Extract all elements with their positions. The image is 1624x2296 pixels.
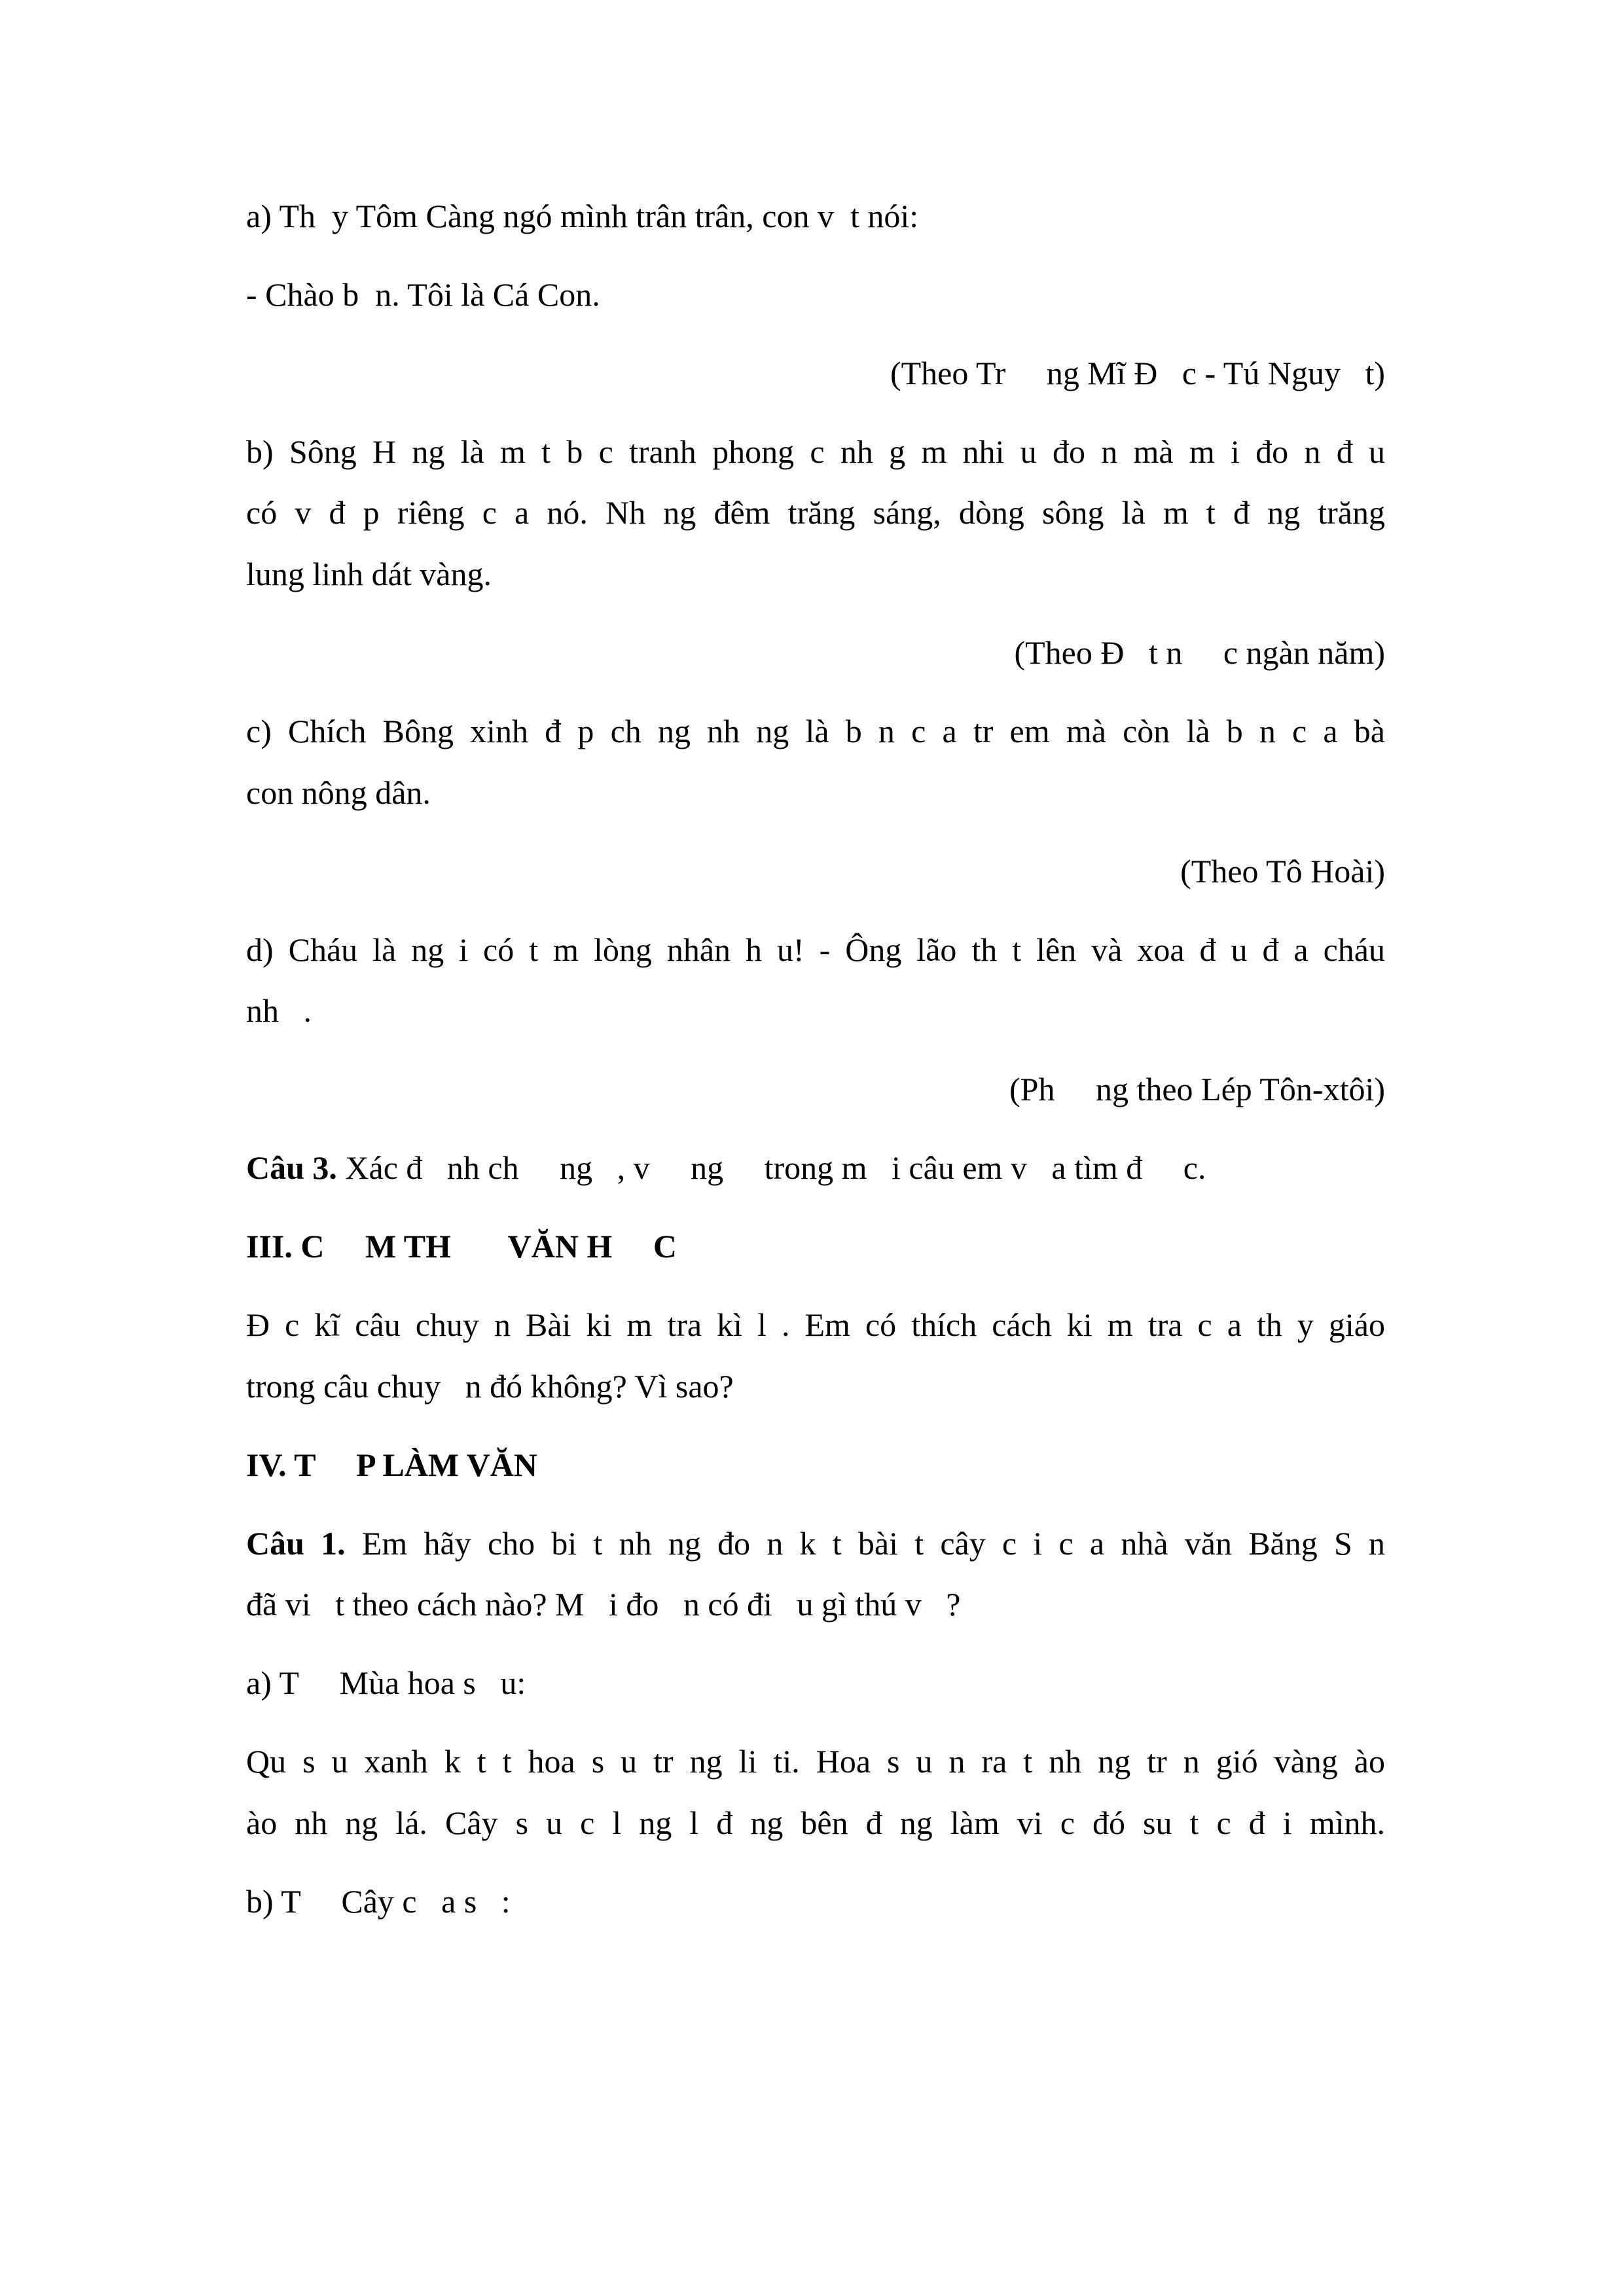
text-line: b) T Cây c a s :: [246, 1883, 511, 1920]
text-line: nh .: [246, 992, 312, 1029]
text-line: Qu s u xanh k t t hoa s u tr ng li ti. Hoa s u n ra t nh ng tr n gió vàng ào: [246, 1743, 1385, 1780]
text-line: a) T Mùa hoa s u:: [246, 1664, 526, 1701]
text-line: Đ c kĩ câu chuy n Bài ki m tra kì l . Em có thích cách ki m tra c a th y giáo: [246, 1306, 1385, 1343]
question-label: Câu 3.: [246, 1149, 337, 1186]
section-heading: III. C M TH VĂN H C: [246, 1228, 677, 1265]
text-line: b) Sông H ng là m t b c tranh phong c nh g m nhi u đo n mà m i đo n đ u: [246, 433, 1385, 470]
question-line: [246, 1527, 1385, 1560]
source-citation: (Theo Đ t n c ngàn năm): [1014, 634, 1385, 671]
text-line: lung linh dát vàng.: [246, 556, 492, 592]
text-line: d) Cháu là ng i có t m lòng nhân h u! - Ông lão th t lên và xoa đ u đ a cháu: [246, 931, 1385, 968]
text-line: trong câu chuy n đó không? Vì sao?: [246, 1368, 734, 1405]
text-line: con nông dân.: [246, 774, 431, 811]
question-label: Câu 1.: [246, 1525, 346, 1562]
question-line: [246, 1151, 1385, 1184]
text-line: đã vi t theo cách nào? M i đo n có đi u gì thú v ?: [246, 1586, 961, 1623]
source-citation: (Ph ng theo Lép Tôn-xtôi): [1009, 1071, 1385, 1107]
text-line: a) Th y Tôm Càng ngó mình trân trân, con v t nói:: [246, 198, 919, 234]
section-heading: IV. T P LÀM VĂN: [246, 1446, 538, 1483]
question-text: Em hãy cho bi t nh ng đo n k t bài t cây c i c a nhà văn Băng S n: [345, 1525, 1385, 1562]
source-citation: (Theo Tr ng Mĩ Đ c - Tú Nguy t): [890, 355, 1385, 391]
question-text: Xác đ nh ch ng , v ng trong m i câu em v a tìm đ c.: [336, 1149, 1206, 1186]
text-line: ào nh ng lá. Cây s u c l ng l đ ng bên đ ng làm vi c đó su t c đ i mình.: [246, 1804, 1385, 1841]
text-line: có v đ p riêng c a nó. Nh ng đêm trăng sáng, dòng sông là m t đ ng trăng: [246, 494, 1385, 531]
text-line: - Chào b n. Tôi là Cá Con.: [246, 276, 600, 313]
source-citation: (Theo Tô Hoài): [1180, 853, 1385, 889]
text-line: c) Chích Bông xinh đ p ch ng nh ng là b n c a tr em mà còn là b n c a bà: [246, 713, 1385, 749]
